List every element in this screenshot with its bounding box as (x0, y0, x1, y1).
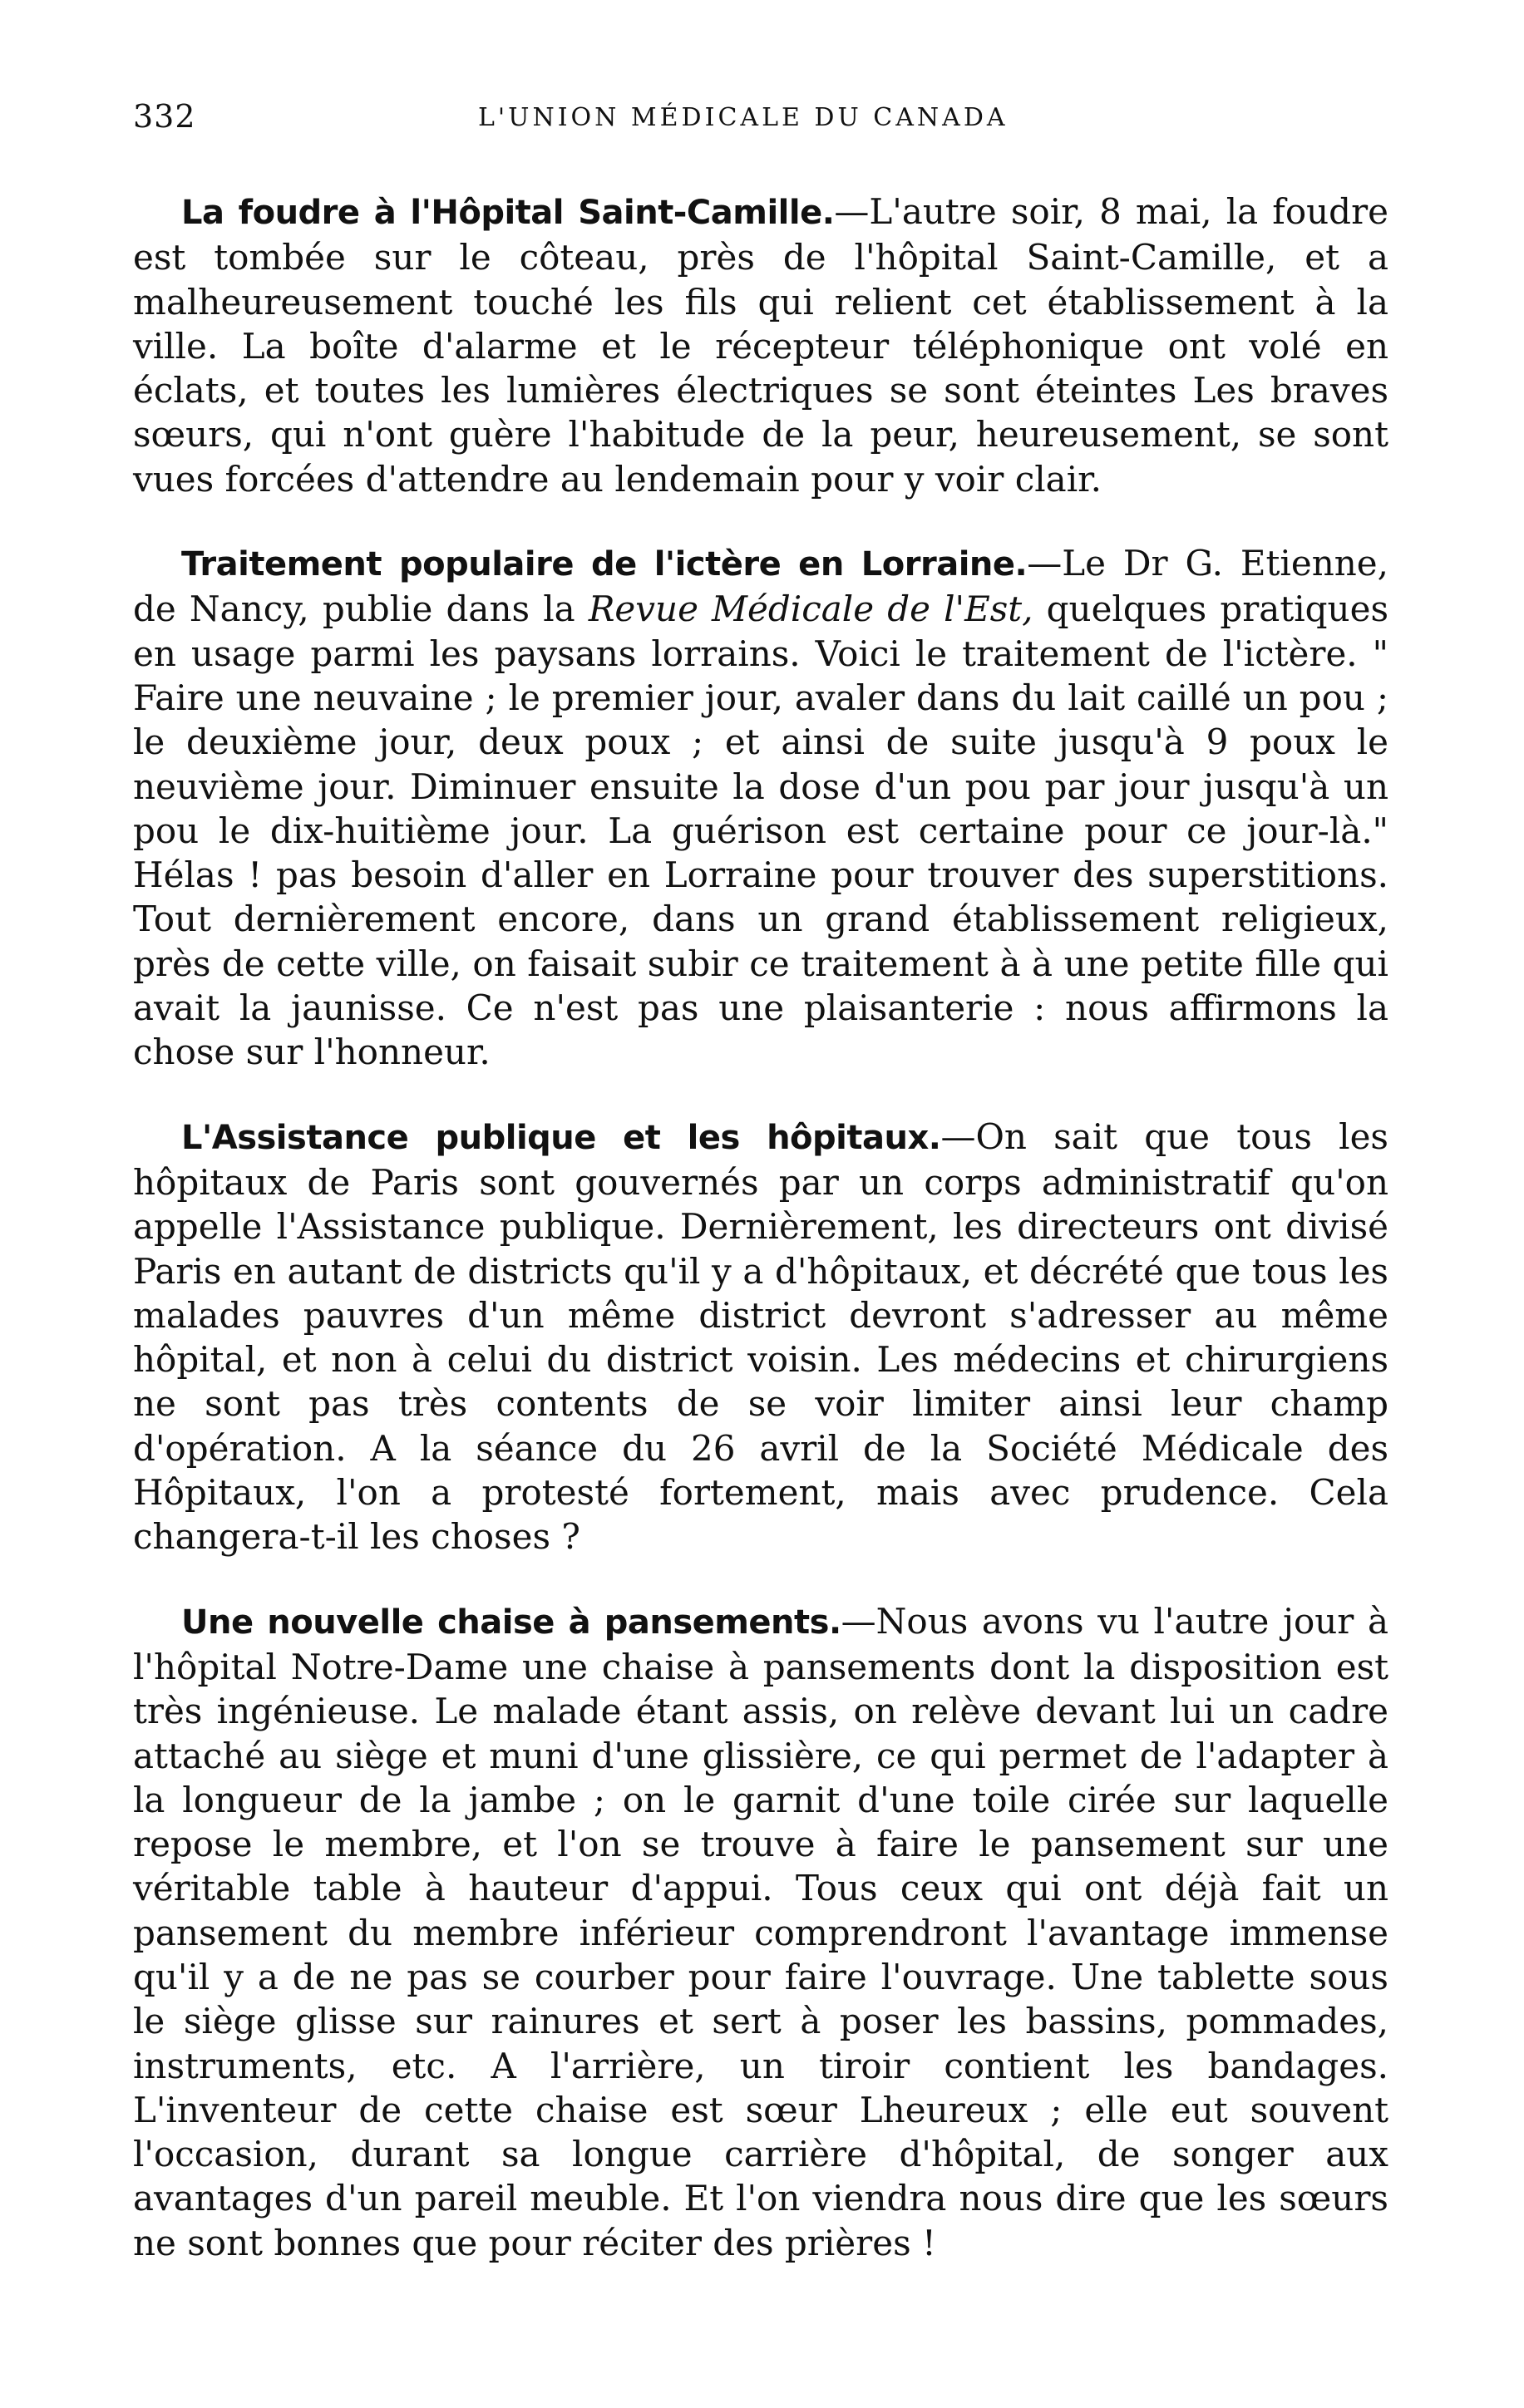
article-icterus-treatment (133, 541, 1388, 1075)
em-dash-separator: — (940, 1115, 976, 1157)
article-body: L'autre soir, 8 mai, la foudre est tombée sur le côteau, près de l'hôpital Saint-Camille, et a malheureusement touché les fils qui relient cet établissement à la ville. La boîte d'alarme et le récepteur téléphonique ont volé en éclats, et toutes les lumières électriques se sont éteintes Les braves sœurs, qui n'ont guère l'habitude de la peur, heureusement, se sont vues forcées d'attendre au lendemain pour y voir clair. (133, 191, 1388, 500)
em-dash-separator: — (841, 1600, 876, 1642)
article-dressing-chair (133, 1599, 1388, 2265)
article-paragraph (133, 541, 1388, 1075)
article-headline: L'Assistance publique et les hôpitaux. (181, 1118, 941, 1157)
article-body: Nous avons vu l'autre jour à l'hôpital Notre-Dame une chaise à pansements dont la disposition est très ingénieuse. Le malade étant assis, on relève devant lui un cadre attaché au siège et muni d'une glissière, ce qui permet de l'adapter à la longueur de la jambe ; on le garnit d'une toile cirée sur laquelle repose le membre, et l'on se trouve à faire le pansement sur une véritable table à hauteur d'appui. Tous ceux qui ont déjà fait un pansement du membre inférieur comprendront l'avantage immense qu'il y a de ne pas se courber pour faire l'ouvrage. Une tablette sous le siège glisse sur rainures et sert à poser les bassins, pommades, instruments, etc. A l'arrière, un tiroir contient les bandages. L'inventeur de cette chaise est sœur Lheureux ; elle eut souvent l'occasion, durant sa longue carrière d'hôpital, de songer aux avantages d'un pareil meuble. Et l'on viendra nous dire que les sœurs ne sont bonnes que pour réciter des prières ! (133, 1600, 1388, 2263)
journal-page (133, 98, 1388, 2305)
em-dash-separator: — (1027, 543, 1063, 584)
article-lightning (133, 190, 1388, 501)
article-headline: Une nouvelle chaise à pansements. (181, 1603, 841, 1642)
running-header (133, 98, 1388, 148)
em-dash-separator: — (834, 191, 870, 232)
article-paragraph (133, 1115, 1388, 1559)
article-paragraph (133, 190, 1388, 501)
article-paragraph (133, 1599, 1388, 2265)
article-body-start: Le Dr G. Etienne, de Nancy, publie dans la (133, 543, 1389, 630)
article-headline: La foudre à l'Hôpital Saint-Camille. (181, 194, 835, 232)
page-number: 332 (133, 98, 196, 135)
journal-reference: Revue Médicale de l'Est, (588, 588, 1033, 630)
article-public-assistance (133, 1115, 1388, 1559)
article-body-end: quelques pratiques en usage parmi les paysans lorrains. Voici le traitement de l'ictère. " Faire une neuvaine ; le premier jour, avaler dans du lait caillé un pou ; le deuxième jour, deux poux ; et ainsi de suite jusqu'à 9 poux le neuvième jour. Diminuer ensuite la dose d'un pou par jour jusqu'à un pou le dix-huitième jour. La guérison est certaine pour ce jour-là." Hélas ! pas besoin d'aller en Lorraine pour trouver des superstitions. Tout dernièrement encore, dans un grand établissement religieux, près de cette ville, on faisait subir ce traitement à à une petite fille qui avait la jaunisse. Ce n'est pas une plaisanterie : nous affirmons la chose sur l'honneur. (133, 588, 1389, 1073)
journal-title: L'UNION MÉDICALE DU CANADA (478, 103, 1009, 132)
article-headline: Traitement populaire de l'ictère en Lorraine. (181, 545, 1028, 584)
article-body: On sait que tous les hôpitaux de Paris sont gouvernés par un corps administratif qu'on appelle l'Assistance publique. Dernièrement, les directeurs ont divisé Paris en autant de districts qu'il y a d'hôpitaux, et décrété que tous les malades pauvres d'un même district devront s'adresser au même hôpital, et non à celui du district voisin. Les médecins et chirurgiens ne sont pas très contents de se voir limiter ainsi leur champ d'opération. A la séance du 26 avril de la Société Médicale des Hôpitaux, l'on a protesté fortement, mais avec prudence. Cela changera-t-il les choses ? (133, 1115, 1388, 1558)
